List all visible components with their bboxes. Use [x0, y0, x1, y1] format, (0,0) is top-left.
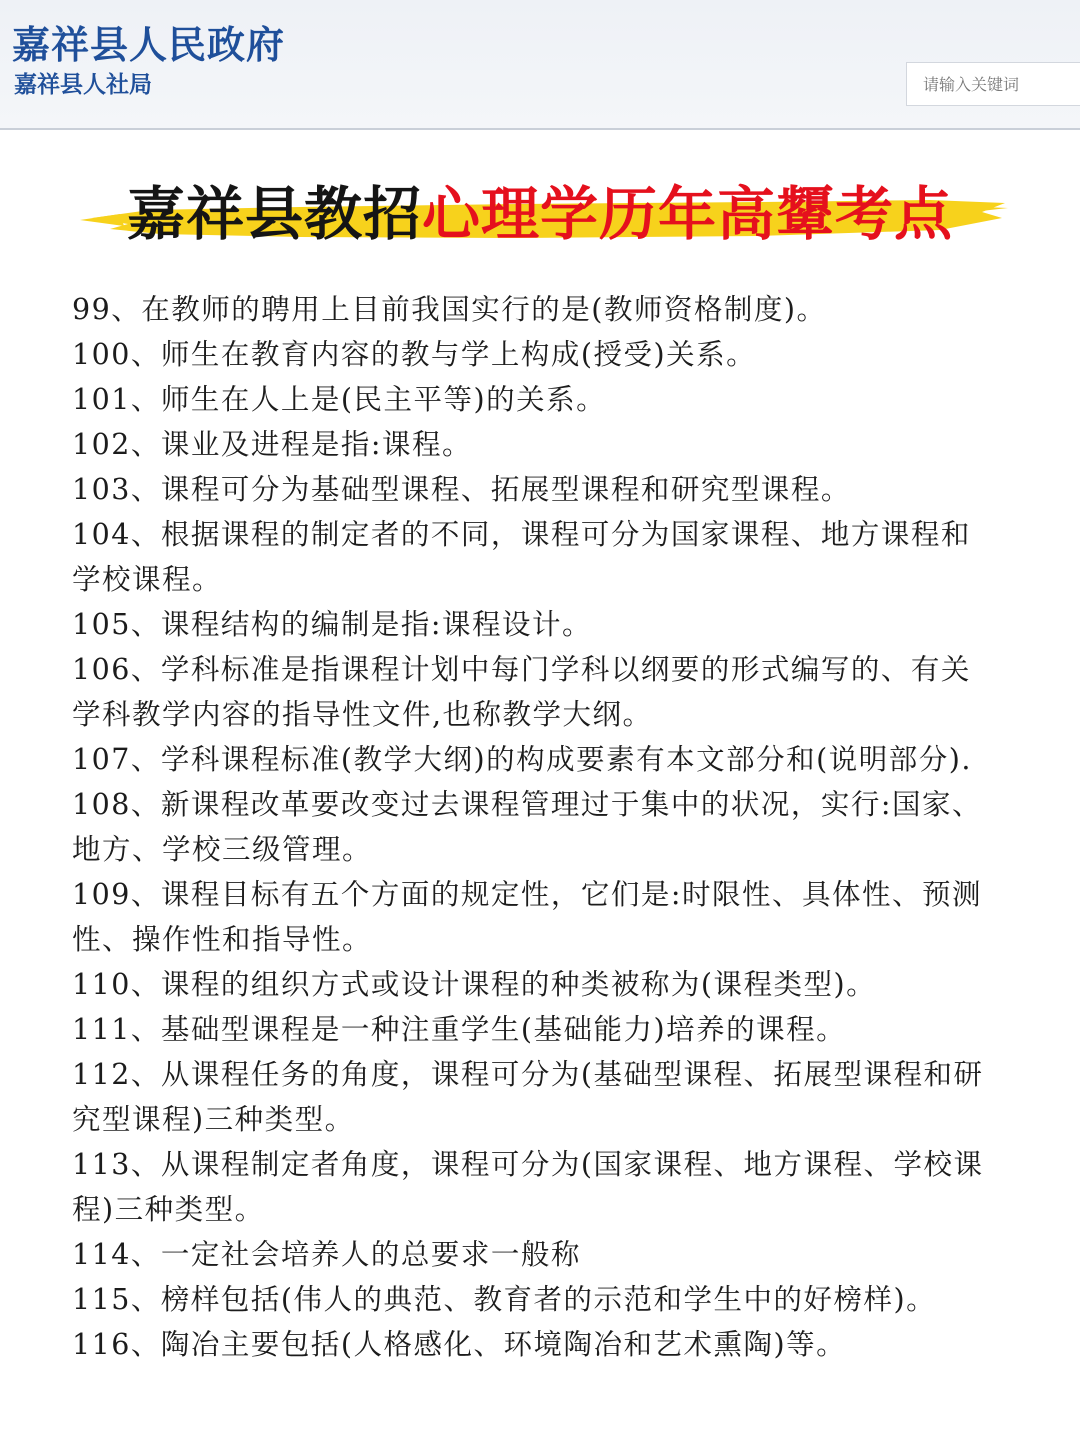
content-line: 107、学科课程标准(教学大纲)的构成要素有本文部分和(说明部分). [72, 743, 972, 776]
content-line: 109、课程目标有五个方面的规定性，它们是:时限性、具体性、预测 [72, 878, 983, 911]
site-title[interactable]: 嘉祥县人民政府 [12, 23, 286, 67]
banner-title-red: 心理学历年高顰考点 [422, 180, 954, 248]
site-subtitle[interactable]: 嘉祥县人社局 [14, 72, 152, 98]
content-line: 程)三种类型。 [72, 1193, 265, 1226]
content-line: 103、课程可分为基础型课程、拓展型课程和研究型课程。 [72, 473, 851, 506]
content-line: 地方、学校三级管理。 [72, 833, 373, 866]
content-line: 108、新课程改革要改变过去课程管理过于集中的状况，实行:国家、 [72, 788, 983, 821]
content-line: 110、课程的组织方式或设计课程的种类被称为(课程类型)。 [72, 968, 877, 1001]
banner-title-black: 嘉祥县教招 [126, 180, 422, 248]
content-line: 102、课业及进程是指:课程。 [72, 428, 473, 461]
content-line: 106、学科标准是指课程计划中每门学科以纲要的形式编写的、有关 [72, 653, 971, 686]
content-line: 101、师生在人上是(民主平等)的关系。 [72, 383, 607, 416]
content-line: 104、根据课程的制定者的不同，课程可分为国家课程、地方课程和 [72, 518, 971, 551]
content-line: 116、陶冶主要包括(人格感化、环境陶冶和艺术熏陶)等。 [72, 1328, 847, 1361]
content-line: 性、操作性和指导性。 [72, 923, 373, 956]
site-header [0, 0, 1080, 130]
search-box[interactable] [906, 62, 1080, 106]
banner-title [0, 178, 1080, 250]
content-line: 115、榜样包括(伟人的典范、教育者的示范和学生中的好榜样)。 [72, 1283, 937, 1316]
banner [0, 160, 1080, 270]
content-line: 学校课程。 [72, 563, 223, 596]
search-input[interactable] [907, 63, 1080, 105]
content-line: 99、在教师的聘用上目前我国实行的是(教师资格制度)。 [72, 293, 827, 326]
content-line: 113、从课程制定者角度，课程可分为(国家课程、地方课程、学校课 [72, 1148, 984, 1181]
content-line: 111、基础型课程是一种注重学生(基础能力)培养的课程。 [72, 1013, 847, 1046]
article-body [72, 287, 1028, 1367]
content-line: 105、课程结构的编制是指:课程设计。 [72, 608, 593, 641]
content-line: 100、师生在教育内容的教与学上构成(授受)关系。 [72, 338, 757, 371]
content-line: 学科教学内容的指导性文件,也称教学大纲。 [72, 698, 653, 731]
content-line: 112、从课程任务的角度，课程可分为(基础型课程、拓展型课程和研 [72, 1058, 984, 1091]
content-line: 究型课程)三种类型。 [72, 1103, 355, 1136]
content-line: 114、一定社会培养人的总要求一般称 [72, 1238, 581, 1271]
